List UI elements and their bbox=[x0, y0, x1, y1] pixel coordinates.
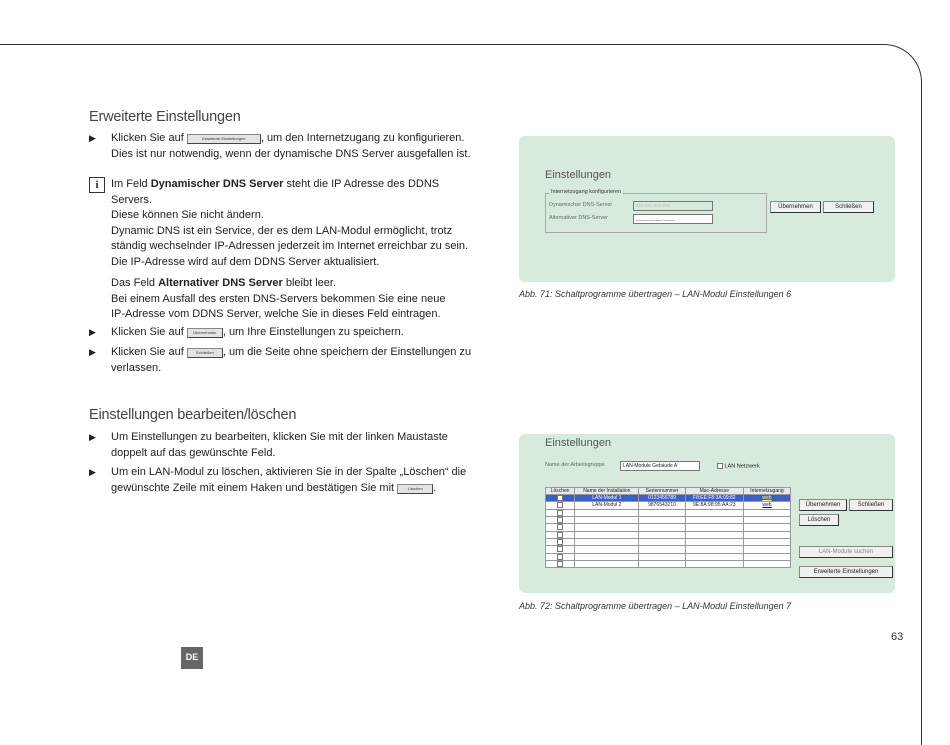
info-note: Im Feld Dynamischer DNS Server steht die IP Adresse des DDNS Servers. Diese können Sie nicht ändern. Dynamic DNS ist ein Service, der es dem LAN-Modul ermöglicht, trotz ständig wechselnder IP-Adressen jederzeit im Internet erreichbar zu sein. Die IP-Adresse wird auf dem DDNS Server aktualisiert. Das Feld Alternativer DNS Server bleibt leer. Bei einem Ausfall des ersten DNS-Servers bekommen Sie eine neue IP-Adresse vom DDNS Server, welche Sie in dieses Feld eintragen. bbox=[111, 178, 469, 320]
table-row-empty bbox=[546, 509, 791, 516]
fig72-lan-network: LAN Netzwerk bbox=[717, 463, 760, 469]
fig71-group-box bbox=[545, 193, 767, 233]
fig72-advanced-settings-button: Erweiterte Einstellungen bbox=[799, 566, 893, 578]
fig71-dns1-input: xxx.xxx.xxx.xxx bbox=[633, 201, 713, 211]
fig71-title: Einstellungen bbox=[545, 169, 612, 181]
figure-71-caption: Abb. 71: Schaltprogramme übertragen – LAN-Modul Einstellungen 6 bbox=[519, 289, 792, 299]
col-header: Mac-Adresse bbox=[685, 488, 743, 495]
col-header: Seriennummer bbox=[639, 488, 685, 495]
figure-72-screenshot bbox=[519, 434, 895, 593]
bullet-arrow-icon: ▶ bbox=[89, 347, 96, 357]
fig71-apply-button: Übernehmen bbox=[770, 201, 821, 213]
bullet-arrow-icon: ▶ bbox=[89, 432, 96, 442]
fig72-group-input: LAN-Module Gebäude A bbox=[620, 461, 700, 471]
fig72-lan-network-checkbox bbox=[717, 463, 723, 469]
fig71-close-button: Schließen bbox=[823, 201, 874, 213]
section-heading-advanced-settings: Erweiterte Einstellungen bbox=[89, 109, 241, 125]
apply-button: Übernehmen bbox=[187, 328, 223, 338]
table-row-empty bbox=[546, 553, 791, 560]
advanced-settings-button: Erweiterte Einstellungen bbox=[187, 134, 261, 144]
fig71-dns2-input: _____.____.____ bbox=[633, 214, 713, 224]
delete-checkbox bbox=[557, 502, 563, 508]
fig72-apply-button: Übernehmen bbox=[799, 499, 847, 511]
table-row-empty bbox=[546, 538, 791, 545]
col-header: Löschen bbox=[546, 488, 575, 495]
fig72-close-button: Schließen bbox=[849, 499, 893, 511]
fig72-group-label: Name der Arbeitsgruppe bbox=[545, 462, 605, 468]
section-heading-edit-delete: Einstellungen bearbeiten/löschen bbox=[89, 407, 297, 423]
close-button: Schließen bbox=[187, 348, 223, 358]
language-badge: DE bbox=[181, 647, 203, 669]
table-row-empty bbox=[546, 546, 791, 553]
info-icon: i bbox=[89, 177, 105, 193]
bullet-arrow-icon: ▶ bbox=[89, 327, 96, 337]
fig71-dns1-label: Dynamischer DNS-Server bbox=[549, 202, 613, 208]
fig71-dns2-label: Alternativer DNS-Server bbox=[549, 215, 608, 221]
figure-71-screenshot bbox=[519, 136, 895, 282]
web-link: web bbox=[762, 495, 772, 502]
fig72-delete-button: Löschen bbox=[799, 514, 839, 526]
table-header-row bbox=[546, 488, 791, 495]
col-header: Internetzugang bbox=[743, 488, 790, 495]
fig71-group-label: Internetzugang konfigurieren bbox=[551, 189, 622, 195]
table-row-empty bbox=[546, 560, 791, 567]
table-row-empty bbox=[546, 531, 791, 538]
fig72-module-table bbox=[545, 487, 791, 568]
figure-72-caption: Abb. 72: Schaltprogramme übertragen – LAN-Modul Einstellungen 7 bbox=[519, 601, 792, 611]
web-link: web bbox=[762, 502, 772, 509]
col-header: Name der Installation bbox=[575, 488, 639, 495]
page-number: 63 bbox=[891, 631, 904, 643]
table-row: LAN-Modul 1 0123456789 F8:EE:F8:3A:09:82 web bbox=[546, 495, 791, 502]
bullet-arrow-icon: ▶ bbox=[89, 467, 96, 477]
fig72-title: Einstellungen bbox=[545, 437, 612, 449]
table-row-empty bbox=[546, 524, 791, 531]
delete-checkbox bbox=[557, 495, 563, 501]
table-row: LAN-Modul 2 9876543210 9E:8A:98:95:AA:23 web bbox=[546, 502, 791, 509]
table-row-empty bbox=[546, 516, 791, 523]
delete-button: Löschen bbox=[397, 484, 433, 494]
fig72-search-modules-button: LAN-Module suchen bbox=[799, 546, 893, 558]
bullet-arrow-icon: ▶ bbox=[89, 133, 96, 143]
